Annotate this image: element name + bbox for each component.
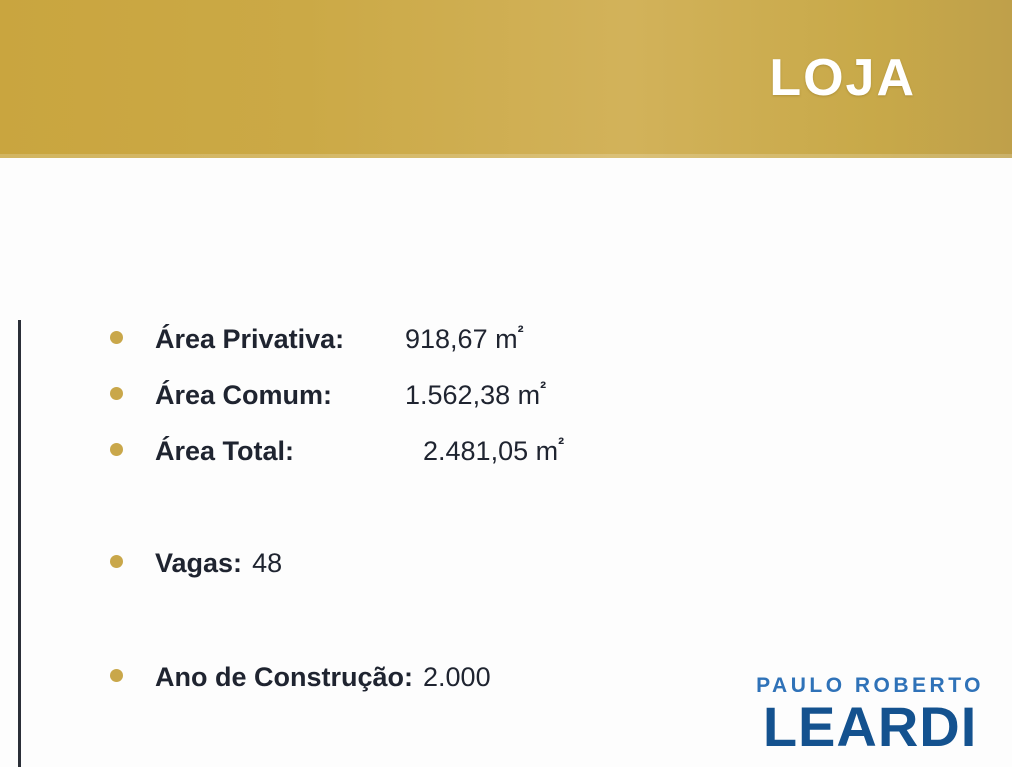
area-privativa-label: Área Privativa: <box>155 324 345 354</box>
list-item-area-comum <box>110 378 810 434</box>
area-comum-label: Área Comum: <box>155 380 333 410</box>
list-item-area-privativa <box>110 322 810 378</box>
area-total-label: Área Total: <box>155 436 295 466</box>
brand-logo-top-text: PAULO ROBERTO <box>756 673 984 697</box>
bullet-icon <box>110 555 123 568</box>
area-total-value: 2.481,05 $m^{^2}$ <box>423 434 565 466</box>
bullet-icon <box>110 331 123 344</box>
header-band <box>0 0 1012 158</box>
bullet-icon <box>110 669 123 682</box>
page-title: LOJA <box>769 49 916 107</box>
bullet-icon <box>110 443 123 456</box>
square-unit: ² <box>540 378 547 398</box>
brand-logo-main-text: LEARDI <box>762 694 978 758</box>
list-item-area-total <box>110 434 810 490</box>
square-unit: ² <box>517 322 524 342</box>
list-item-vagas <box>110 548 810 604</box>
facts-list <box>110 322 810 718</box>
left-vertical-rule <box>18 320 21 767</box>
area-comum-value: 1.562,38 $m^{^2}$ <box>405 378 547 410</box>
brand-logo <box>756 673 984 758</box>
ano-construcao-label: Ano de Construção: <box>155 662 414 692</box>
bullet-icon <box>110 387 123 400</box>
vagas-label: Vagas: <box>155 548 243 578</box>
area-privativa-value: 918,67 $m^{^2}$ <box>405 322 524 354</box>
list-item-ano-construcao <box>110 662 810 718</box>
square-unit: ² <box>558 434 565 454</box>
vagas-value: 48 <box>252 548 283 578</box>
ano-construcao-value: 2.000 <box>423 662 491 692</box>
